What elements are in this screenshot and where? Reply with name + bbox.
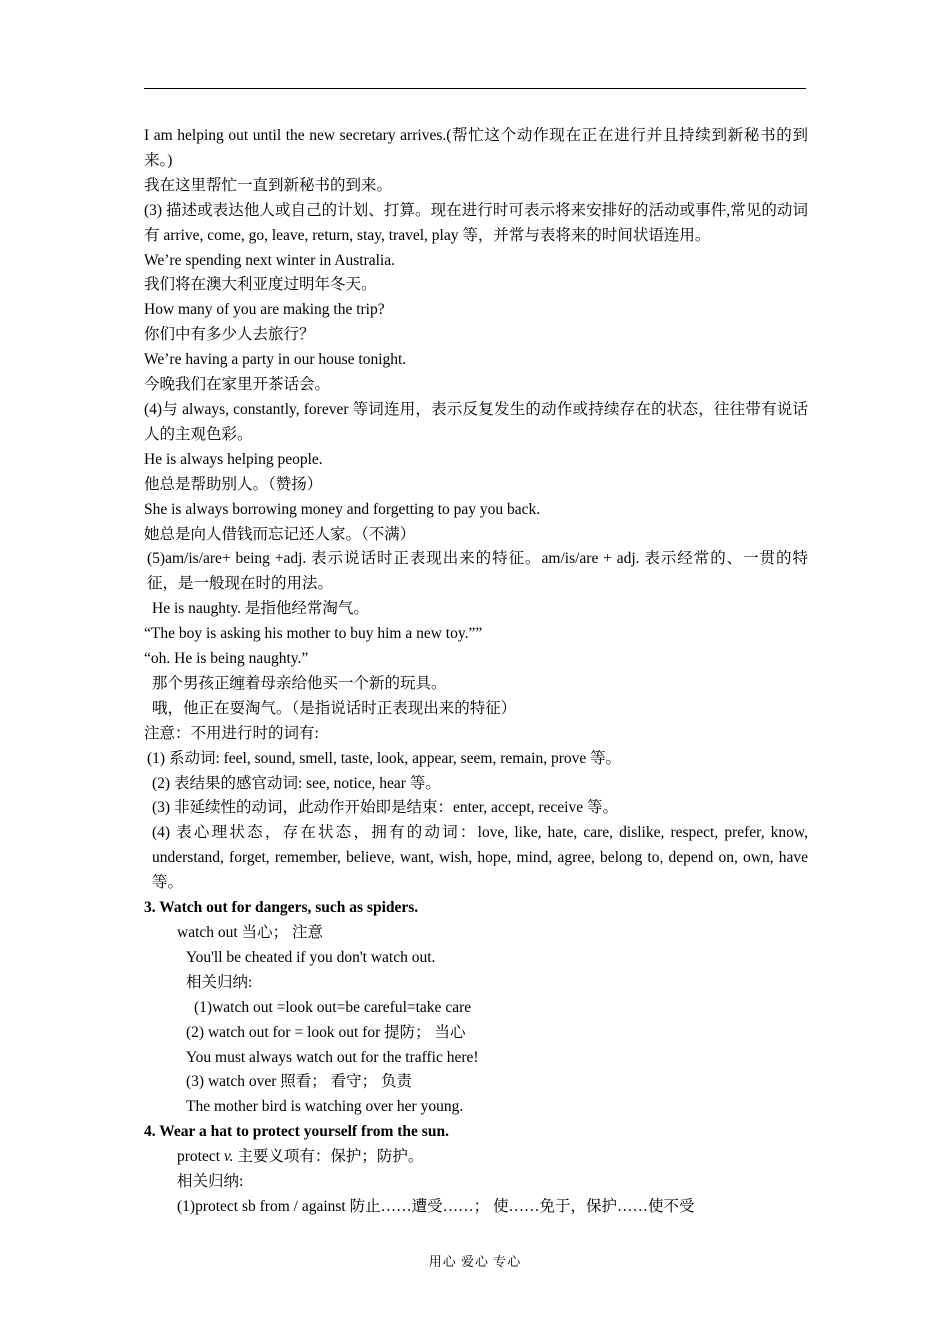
- text-line: You'll be cheated if you don't watch out.: [186, 948, 436, 966]
- headword: protect: [177, 1148, 221, 1166]
- text-line: 相关归纳:: [177, 1173, 244, 1191]
- text-line: He is naughty. 是指他经常淘气。: [152, 600, 369, 618]
- text-line: (3) 描述或表达他人或自己的计划、打算。现在进行时可表示将来安排好的活动或事件,常见的动词有 arrive, come, go, leave, return, stay, travel, play 等，并常与表将来的时间状语连用。: [144, 201, 808, 244]
- text-line: (1)protect sb from / against 防止……遭受……； 使……免于，保护……使不受: [177, 1197, 695, 1215]
- text-line: 你们中有多少人去旅行？: [144, 326, 315, 344]
- text-line: She is always borrowing money and forgetting to pay you back.: [144, 500, 541, 518]
- document-body: [144, 124, 808, 1220]
- text-line: (3) watch over 照看； 看守； 负责: [186, 1073, 412, 1091]
- text-line: 注意：不用进行时的词有:: [144, 724, 319, 742]
- definition: 主要义项有：保护；防护。: [233, 1148, 424, 1166]
- text-line: 我在这里帮忙一直到新秘书的到来。: [144, 176, 393, 194]
- text-line: (5)am/is/are+ being +adj. 表示说话时正表现出来的特征。am/is/are + adj. 表示经常的、一贯的特征，是一般现在时的用法。: [147, 550, 808, 593]
- text-line: We’re spending next winter in Australia.: [144, 251, 395, 269]
- page-footer: 用心 爱心 专心: [428, 1254, 522, 1269]
- text-line: 我们将在澳大利亚度过明年冬天。: [144, 276, 377, 294]
- text-line: 他总是帮助别人。（赞扬）: [144, 475, 323, 493]
- text-line: (3) 非延续性的动词，此动作开始即是结束：enter, accept, receive 等。: [152, 799, 618, 817]
- text-line: [144, 1145, 808, 1170]
- header-rule: [144, 88, 806, 89]
- text-line: (2) watch out for = look out for 提防； 当心: [186, 1023, 466, 1041]
- text-line: watch out 当心； 注意: [177, 924, 323, 941]
- section-heading: 4. Wear a hat to protect yourself from the sun.: [144, 1123, 449, 1141]
- text-line: (1)watch out =look out=be careful=take care: [194, 998, 472, 1016]
- text-line: We’re having a party in our house tonight.: [144, 351, 407, 369]
- text-line: 那个男孩正缠着母亲给他买一个新的玩具。: [152, 674, 447, 692]
- text-line: “oh. He is being naughty.”: [144, 650, 309, 668]
- text-line: The mother bird is watching over her young.: [186, 1098, 464, 1116]
- text-line: You must always watch out for the traffic here!: [186, 1048, 479, 1066]
- text-line: (2) 表结果的感官动词: see, notice, hear 等。: [152, 774, 441, 792]
- section-heading: 3. Watch out for dangers, such as spiders.: [144, 899, 419, 917]
- text-line: 今晚我们在家里开茶话会。: [144, 376, 331, 394]
- text-line: How many of you are making the trip?: [144, 301, 385, 319]
- text-line: 哦，他正在耍淘气。（是指说话时正表现出来的特征）: [152, 699, 517, 717]
- text-line: (4)与 always, constantly, forever 等词连用，表示反复发生的动作或持续存在的状态，往往带有说话人的主观色彩。: [144, 400, 808, 443]
- text-line: (1) 系动词: feel, sound, smell, taste, look, appear, seem, remain, prove 等。: [147, 749, 622, 767]
- text-line: 相关归纳:: [186, 973, 253, 991]
- text-line: I am helping out until the new secretary arrives.(帮忙这个动作现在正在进行并且持续到新秘书的到来。): [144, 127, 808, 169]
- text-line: He is always helping people.: [144, 450, 323, 468]
- text-line: (4) 表心理状态，存在状态，拥有的动词：love, like, hate, care, dislike, respect, prefer, know, understand, forget, remember, believe, want, wish, hope, mind, agree, belong to, depend on, own, have 等。: [152, 824, 808, 892]
- text-line: 她总是向人借钱而忘记还人家。（不满）: [144, 525, 416, 543]
- part-of-speech: v.: [223, 1148, 234, 1166]
- text-line: “The boy is asking his mother to buy him a new toy.””: [144, 625, 483, 643]
